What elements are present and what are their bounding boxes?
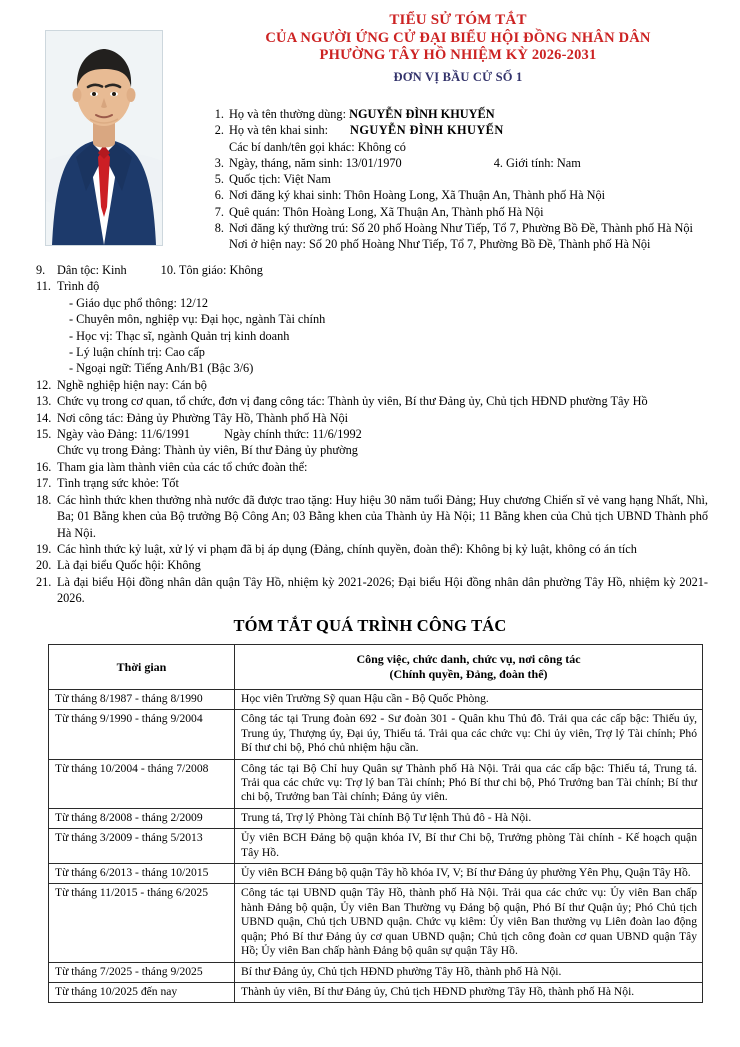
table-row	[49, 864, 703, 884]
cell-time: Từ tháng 8/1987 - tháng 8/1990	[49, 690, 235, 710]
table-body	[49, 690, 703, 1003]
item-number: 12.	[36, 377, 52, 392]
item-2-value: NGUYỄN ĐÌNH KHUYẾN	[350, 123, 504, 138]
table-row	[49, 962, 703, 982]
item-number: 8.	[214, 221, 224, 236]
info-item-15	[36, 426, 708, 442]
item-text: Là đại biểu Quốc hội: Không	[57, 558, 201, 573]
info-item-12	[36, 377, 708, 393]
info-item-15-party-position: Chức vụ trong Đảng: Thành ủy viên, Bí thư Đảng ủy phường	[57, 443, 358, 458]
item-text	[57, 262, 708, 278]
title-block	[180, 12, 736, 85]
cell-description: Trung tá, Trợ lý Phòng Tài chính Bộ Tư lệnh Thủ đô - Hà Nội.	[235, 808, 703, 828]
item-text: Nghề nghiệp hiện nay: Cán bộ	[57, 377, 207, 392]
info-item-13	[36, 393, 708, 409]
cell-time: Từ tháng 3/2009 - tháng 5/2013	[49, 829, 235, 864]
item-2-label: Họ và tên khai sinh:	[229, 123, 329, 138]
table-row	[49, 690, 703, 710]
electoral-unit-subtitle: ĐƠN VỊ BẦU CỬ SỐ 1	[393, 69, 523, 84]
cell-time: Từ tháng 7/2025 - tháng 9/2025	[49, 962, 235, 982]
info-item-4: 4. Giới tính: Nam	[493, 155, 581, 170]
table-row	[49, 759, 703, 808]
item-text: Tham gia làm thành viên của các tổ chức đoàn thể:	[57, 459, 308, 474]
item-text	[229, 106, 730, 122]
party-official-date: Ngày chính thức: 11/6/1992	[224, 427, 362, 442]
item-text: Các hình thức kỷ luật, xử lý vi phạm đã bị áp dụng (Đảng, chính quyền, đoàn thể): Không bị kỷ luật, không có án tích	[57, 541, 637, 556]
personal-info-upper-list	[205, 106, 730, 253]
cell-description: Học viên Trường Sỹ quan Hậu cần - Bộ Quốc Phòng.	[235, 690, 703, 710]
item-text: Nơi công tác: Đảng ủy Phường Tây Hồ, Thành phố Hà Nội	[57, 410, 349, 425]
personal-info-lower-list	[36, 262, 708, 607]
item-number: 17.	[36, 476, 52, 491]
item-number: 11.	[36, 279, 51, 294]
info-item-1	[205, 106, 730, 122]
item-number: 14.	[36, 410, 52, 425]
info-item-14	[36, 410, 708, 426]
title-line-3: PHƯỜNG TÂY HỒ NHIỆM KỲ 2026-2031	[319, 47, 597, 63]
table-head	[49, 645, 703, 690]
education-political-theory: - Lý luận chính trị: Cao cấp	[69, 345, 205, 360]
cell-description: Công tác tại Trung đoàn 692 - Sư đoàn 301 - Quân khu Thủ đô. Trải qua các cấp bậc: Thiếu úy, Trung úy, Thượng úy, Đại úy, Thiếu tá. Trải qua các chức vụ: Chi ủy viên, Trợ lý Tài chính; Phó Bí thư chi bộ, Phó chủ nhiệm hậu cần.	[235, 710, 703, 759]
title-line-2: CỦA NGƯỜI ỨNG CỬ ĐẠI BIỂU HỘI ĐỒNG NHÂN DÂN	[265, 29, 651, 46]
education-general: - Giáo dục phổ thông: 12/12	[69, 295, 209, 310]
cell-description: Ủy viên BCH Đảng bộ quận Tây hồ khóa IV, V; Bí thư Đảng ủy phường Yên Phụ, Quận Tây Hồ.	[235, 864, 703, 884]
item-number: 2.	[214, 123, 224, 138]
cell-time: Từ tháng 10/2004 - tháng 7/2008	[49, 759, 235, 808]
cell-description: Ủy viên BCH Đảng bộ quận khóa IV, Bí thư Chi bộ, Trưởng phòng Tài chính - Kế hoạch quận Tây Hồ.	[235, 829, 703, 864]
info-item-11	[36, 278, 708, 294]
item-number: 16.	[36, 459, 52, 474]
item-1-value: NGUYỄN ĐÌNH KHUYẾN	[349, 107, 495, 121]
column-header-work	[235, 645, 703, 690]
item-number: 15.	[36, 427, 52, 442]
info-item-2	[205, 122, 730, 138]
item-number: 13.	[36, 394, 52, 409]
info-item-8	[205, 220, 730, 236]
column-header-work-line1: Công việc, chức danh, chức vụ, nơi công tác	[356, 652, 581, 666]
column-header-work-line2: (Chính quyền, Đảng, đoàn thể)	[389, 667, 548, 681]
item-number: 19.	[36, 541, 52, 556]
item-number: 18.	[36, 492, 52, 507]
cell-description: Thành ủy viên, Bí thư Đảng ủy, Chủ tịch HĐND phường Tây Hồ, thành phố Hà Nội.	[235, 982, 703, 1002]
item-1-label: Họ và tên thường dùng:	[229, 107, 346, 121]
item-number: 5.	[214, 172, 224, 187]
item-text: Chức vụ trong cơ quan, tổ chức, đơn vị đang công tác: Thành ủy viên, Bí thư Đảng ủy, Chủ tịch HĐND phường Tây Hồ	[57, 394, 648, 409]
item-text: Các hình thức khen thưởng nhà nước đã được trao tặng: Huy hiệu 30 năm tuổi Đảng; Huy chương Chiến sĩ vẻ vang hạng Nhất, Nhì, Ba; 01 Bằng khen của Bộ trưởng Bộ Công An; 03 Bằng khen của Thành ủy Hà Nội; 11 Bằng khen của Chủ tịch UBND Thành phố Hà Nội.	[57, 492, 708, 540]
candidate-photo	[45, 30, 163, 246]
item-text: Nơi đăng ký khai sinh: Thôn Hoàng Long, Xã Thuận An, Thành phố Hà Nội	[229, 188, 606, 203]
cell-time: Từ tháng 9/1990 - tháng 9/2004	[49, 710, 235, 759]
item-text: Nơi đăng ký thường trú: Số 20 phố Hoàng Như Tiếp, Tổ 7, Phường Bồ Đề, Thành phố Hà Nội	[229, 221, 693, 236]
cell-description: Công tác tại Bộ Chỉ huy Quân sự Thành phố Hà Nội. Trải qua các cấp bậc: Thiếu tá, Trung tá. Trải qua các chức vụ: Trợ lý ban Tài chính; Phó Bí thư chi bộ, Phó Trưởng ban Tài chính; Bí thư chi bộ, Trưởng ban Tài chính; Đảng ủy viên.	[235, 759, 703, 808]
table-row	[49, 829, 703, 864]
table-row	[49, 884, 703, 962]
info-item-17	[36, 475, 708, 491]
cell-time: Từ tháng 11/2015 - tháng 6/2025	[49, 884, 235, 962]
table-row	[49, 982, 703, 1002]
cell-description: Bí thư Đảng ủy, Chủ tịch HĐND phường Tây Hồ, thành phố Hà Nội.	[235, 962, 703, 982]
party-join-date: Ngày vào Đảng: 11/6/1991	[57, 427, 191, 442]
item-number: 20.	[36, 558, 52, 573]
info-item-8-current-address: Nơi ở hiện nay: Số 20 phố Hoàng Như Tiếp, Tổ 7, Phường Bồ Đề, Thành phố Hà Nội	[229, 237, 651, 252]
info-item-20	[36, 557, 708, 573]
table-row	[49, 808, 703, 828]
item-text: Tình trạng sức khỏe: Tốt	[57, 476, 179, 491]
info-item-18	[36, 492, 708, 541]
item-number: 1.	[214, 107, 224, 121]
education-professional: - Chuyên môn, nghiệp vụ: Đại học, ngành Tài chính	[69, 312, 326, 327]
title-line-1: TIỂU SỬ TÓM TẮT	[389, 12, 527, 28]
info-item-2-aliases: Các bí danh/tên gọi khác: Không có	[229, 139, 406, 154]
cell-time: Từ tháng 10/2025 đến nay	[49, 982, 235, 1002]
info-item-6	[205, 187, 730, 203]
item-text	[229, 155, 730, 171]
item-number: 7.	[214, 204, 224, 219]
info-item-7	[205, 204, 730, 220]
item-9-text: Dân tộc: Kinh	[57, 263, 127, 277]
document-header	[0, 0, 740, 252]
info-item-19	[36, 541, 708, 557]
column-header-time: Thời gian	[49, 645, 235, 690]
item-number: 3.	[214, 155, 224, 170]
info-item-5	[205, 171, 730, 187]
work-history-table	[48, 644, 703, 1003]
education-foreign-language: - Ngoại ngữ: Tiếng Anh/B1 (Bậc 3/6)	[69, 361, 254, 376]
cell-time: Từ tháng 8/2008 - tháng 2/2009	[49, 808, 235, 828]
item-text: Quê quán: Thôn Hoàng Long, Xã Thuận An, Thành phố Hà Nội	[229, 204, 544, 219]
cell-description: Công tác tại UBND quận Tây Hồ, thành phố Hà Nội. Trải qua các chức vụ: Ủy viên Ban chấp hành Đảng bộ quận, Ủy viên Ban Thường vụ Đảng bộ quận, Phó Bí thư Quận ủy; Phó Chủ tịch UBND quận, Chủ tịch UBND quận. Chức vụ kiêm: Ủy viên Ban thường vụ Liên đoàn lao động quận; Phó Bí thư Đảng ủy cơ quan UBND quận; Chủ tịch công đoàn cơ quan UBND quận Tây Hồ; Ủy viên Ban chấp hành Đảng bộ quân sự quận Tây Hồ.	[235, 884, 703, 962]
item-text: Là đại biểu Hội đồng nhân dân quận Tây Hồ, nhiệm kỳ 2021-2026; Đại biểu Hội đồng nhân dân phường Tây Hồ, nhiệm kỳ 2021-2026.	[57, 574, 708, 606]
item-text: Quốc tịch: Việt Nam	[229, 172, 331, 187]
table-row	[49, 710, 703, 759]
cell-time: Từ tháng 6/2013 - tháng 10/2015	[49, 864, 235, 884]
info-item-21	[36, 574, 708, 607]
item-number: 6.	[214, 188, 224, 203]
info-item-3	[205, 155, 730, 171]
info-item-16	[36, 459, 708, 475]
item-3-text: Ngày, tháng, năm sinh: 13/01/1970	[229, 155, 402, 170]
item-text: Trình độ	[57, 279, 100, 294]
info-item-9	[36, 262, 708, 278]
portrait-illustration	[46, 31, 162, 245]
info-item-10: 10. Tôn giáo: Không	[160, 263, 263, 277]
item-text	[57, 426, 708, 442]
work-history-heading: TÓM TẮT QUÁ TRÌNH CÔNG TÁC	[233, 616, 507, 635]
education-degree: - Học vị: Thạc sĩ, ngành Quản trị kinh doanh	[69, 328, 290, 343]
item-number: 21.	[36, 574, 52, 589]
item-text	[229, 122, 730, 138]
table-header-row	[49, 645, 703, 690]
item-number: 9.	[36, 263, 46, 277]
